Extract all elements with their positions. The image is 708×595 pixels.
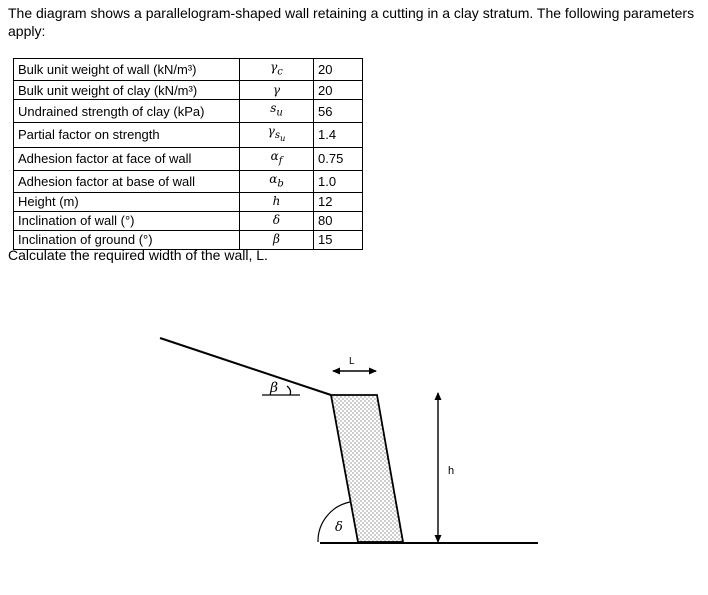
- param-symbol: γ: [240, 81, 314, 100]
- param-value: 20: [314, 59, 363, 81]
- param-value: 0.75: [314, 148, 363, 170]
- param-label: Adhesion factor at base of wall: [14, 170, 240, 192]
- param-value: 1.0: [314, 170, 363, 192]
- param-value: 56: [314, 100, 363, 122]
- param-symbol: h: [240, 192, 314, 211]
- width-label: L: [349, 356, 355, 367]
- param-label: Bulk unit weight of wall (kN/m³): [14, 59, 240, 81]
- question-text: Calculate the required width of the wall, L.: [8, 247, 268, 263]
- delta-angle-arc: [318, 502, 350, 542]
- param-symbol: $\alpha_f$: [240, 148, 314, 170]
- height-label: h: [448, 465, 455, 477]
- param-symbol: β: [240, 230, 314, 249]
- param-symbol: $\gamma_{s_u}$: [240, 122, 314, 147]
- delta-label: δ: [335, 520, 343, 535]
- param-symbol: $\gamma_c$: [240, 59, 314, 81]
- param-label: Adhesion factor at face of wall: [14, 148, 240, 170]
- param-value: 20: [314, 81, 363, 100]
- param-value: 12: [314, 192, 363, 211]
- intro-text: The diagram shows a parallelogram-shaped wall retaining a cutting in a clay stratum. The following parameters apply:: [8, 5, 695, 39]
- param-label: Partial factor on strength: [14, 122, 240, 147]
- param-value: 1.4: [314, 122, 363, 147]
- param-value: 15: [314, 230, 363, 249]
- beta-angle-arc: [287, 386, 291, 395]
- param-label: Inclination of wall (°): [14, 211, 240, 230]
- beta-label: β: [270, 380, 279, 396]
- param-value: 80: [314, 211, 363, 230]
- param-label: Undrained strength of clay (kPa): [14, 100, 240, 122]
- ground-surface-line: [160, 338, 331, 395]
- param-symbol: $\alpha_b$: [240, 170, 314, 192]
- param-symbol: $s_u$: [240, 100, 314, 122]
- param-symbol: δ: [240, 211, 314, 230]
- param-label: Inclination of ground (°): [14, 230, 240, 249]
- param-label: Bulk unit weight of clay (kN/m³): [14, 81, 240, 100]
- param-label: Height (m): [14, 192, 240, 211]
